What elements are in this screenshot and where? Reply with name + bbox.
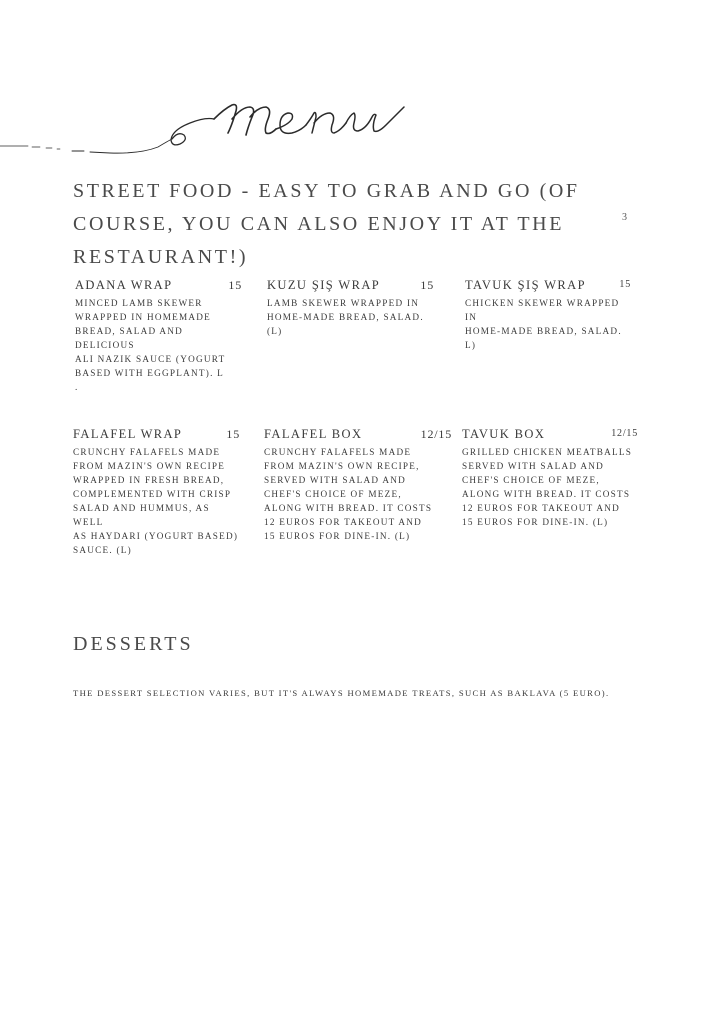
desserts-title: DESSERTS [73,633,194,655]
item-title: ADANA WRAP [75,278,173,292]
item-price: 15 [619,279,631,290]
item-description: CRUNCHY FALAFELS MADE FROM MAZIN'S OWN RECIPE, SERVED WITH SALAD AND CHEF'S CHOICE OF MEZE, ALONG WITH BREAD. IT COSTS 12 EUROS FOR TAKEOUT AND 15 EUROS FOR DINE-IN. (L) [264,447,433,541]
menu-script-title [0,95,430,165]
item-description: CRUNCHY FALAFELS MADE FROM MAZIN'S OWN RECIPE WRAPPED IN FRESH BREAD, COMPLEMENTED WITH CRISP SALAD AND HUMMUS, AS WELL AS HAYDARI (YOGURT BASED) SAUCE. (L) [73,447,239,555]
item-price: 12/15 [420,427,452,441]
section-heading: STREET FOOD - EASY TO GRAB AND GO (OF COURSE, YOU CAN ALSO ENJOY IT AT THE RESTAURANT!) [73,180,580,268]
desserts-note: THE DESSERT SELECTION VARIES, BUT IT'S ALWAYS HOMEMADE TREATS, SUCH AS BAKLAVA (5 EURO). [73,688,610,698]
item-title: KUZU ŞIŞ WRAP [267,278,381,292]
item-description: MINCED LAMB SKEWER WRAPPED IN HOMEMADE BREAD, SALAD AND DELICIOUS ALI NAZIK SAUCE (YOGURT BASED WITH EGGPLANT). L . [75,298,226,392]
item-title: FALAFEL WRAP [73,427,183,441]
item-price: 15 [228,278,242,292]
item-price: 15 [420,278,434,292]
item-description: GRILLED CHICKEN MEATBALLS SERVED WITH SALAD AND CHEF'S CHOICE OF MEZE, ALONG WITH BREAD. IT COSTS 12 EUROS FOR TAKEOUT AND 15 EUROS FOR DINE-IN. (L) [462,447,633,527]
item-price: 15 [226,427,240,441]
item-description: CHICKEN SKEWER WRAPPED IN HOME-MADE BREAD, SALAD. L) [465,298,622,350]
item-description: LAMB SKEWER WRAPPED IN HOME-MADE BREAD, SALAD. (L) [267,298,424,336]
item-title: TAVUK ŞIŞ WRAP [465,278,586,292]
item-price: 12/15 [611,428,638,439]
item-title: TAVUK BOX [462,427,546,441]
page-number: 3 [622,212,627,223]
item-title: FALAFEL BOX [264,427,363,441]
